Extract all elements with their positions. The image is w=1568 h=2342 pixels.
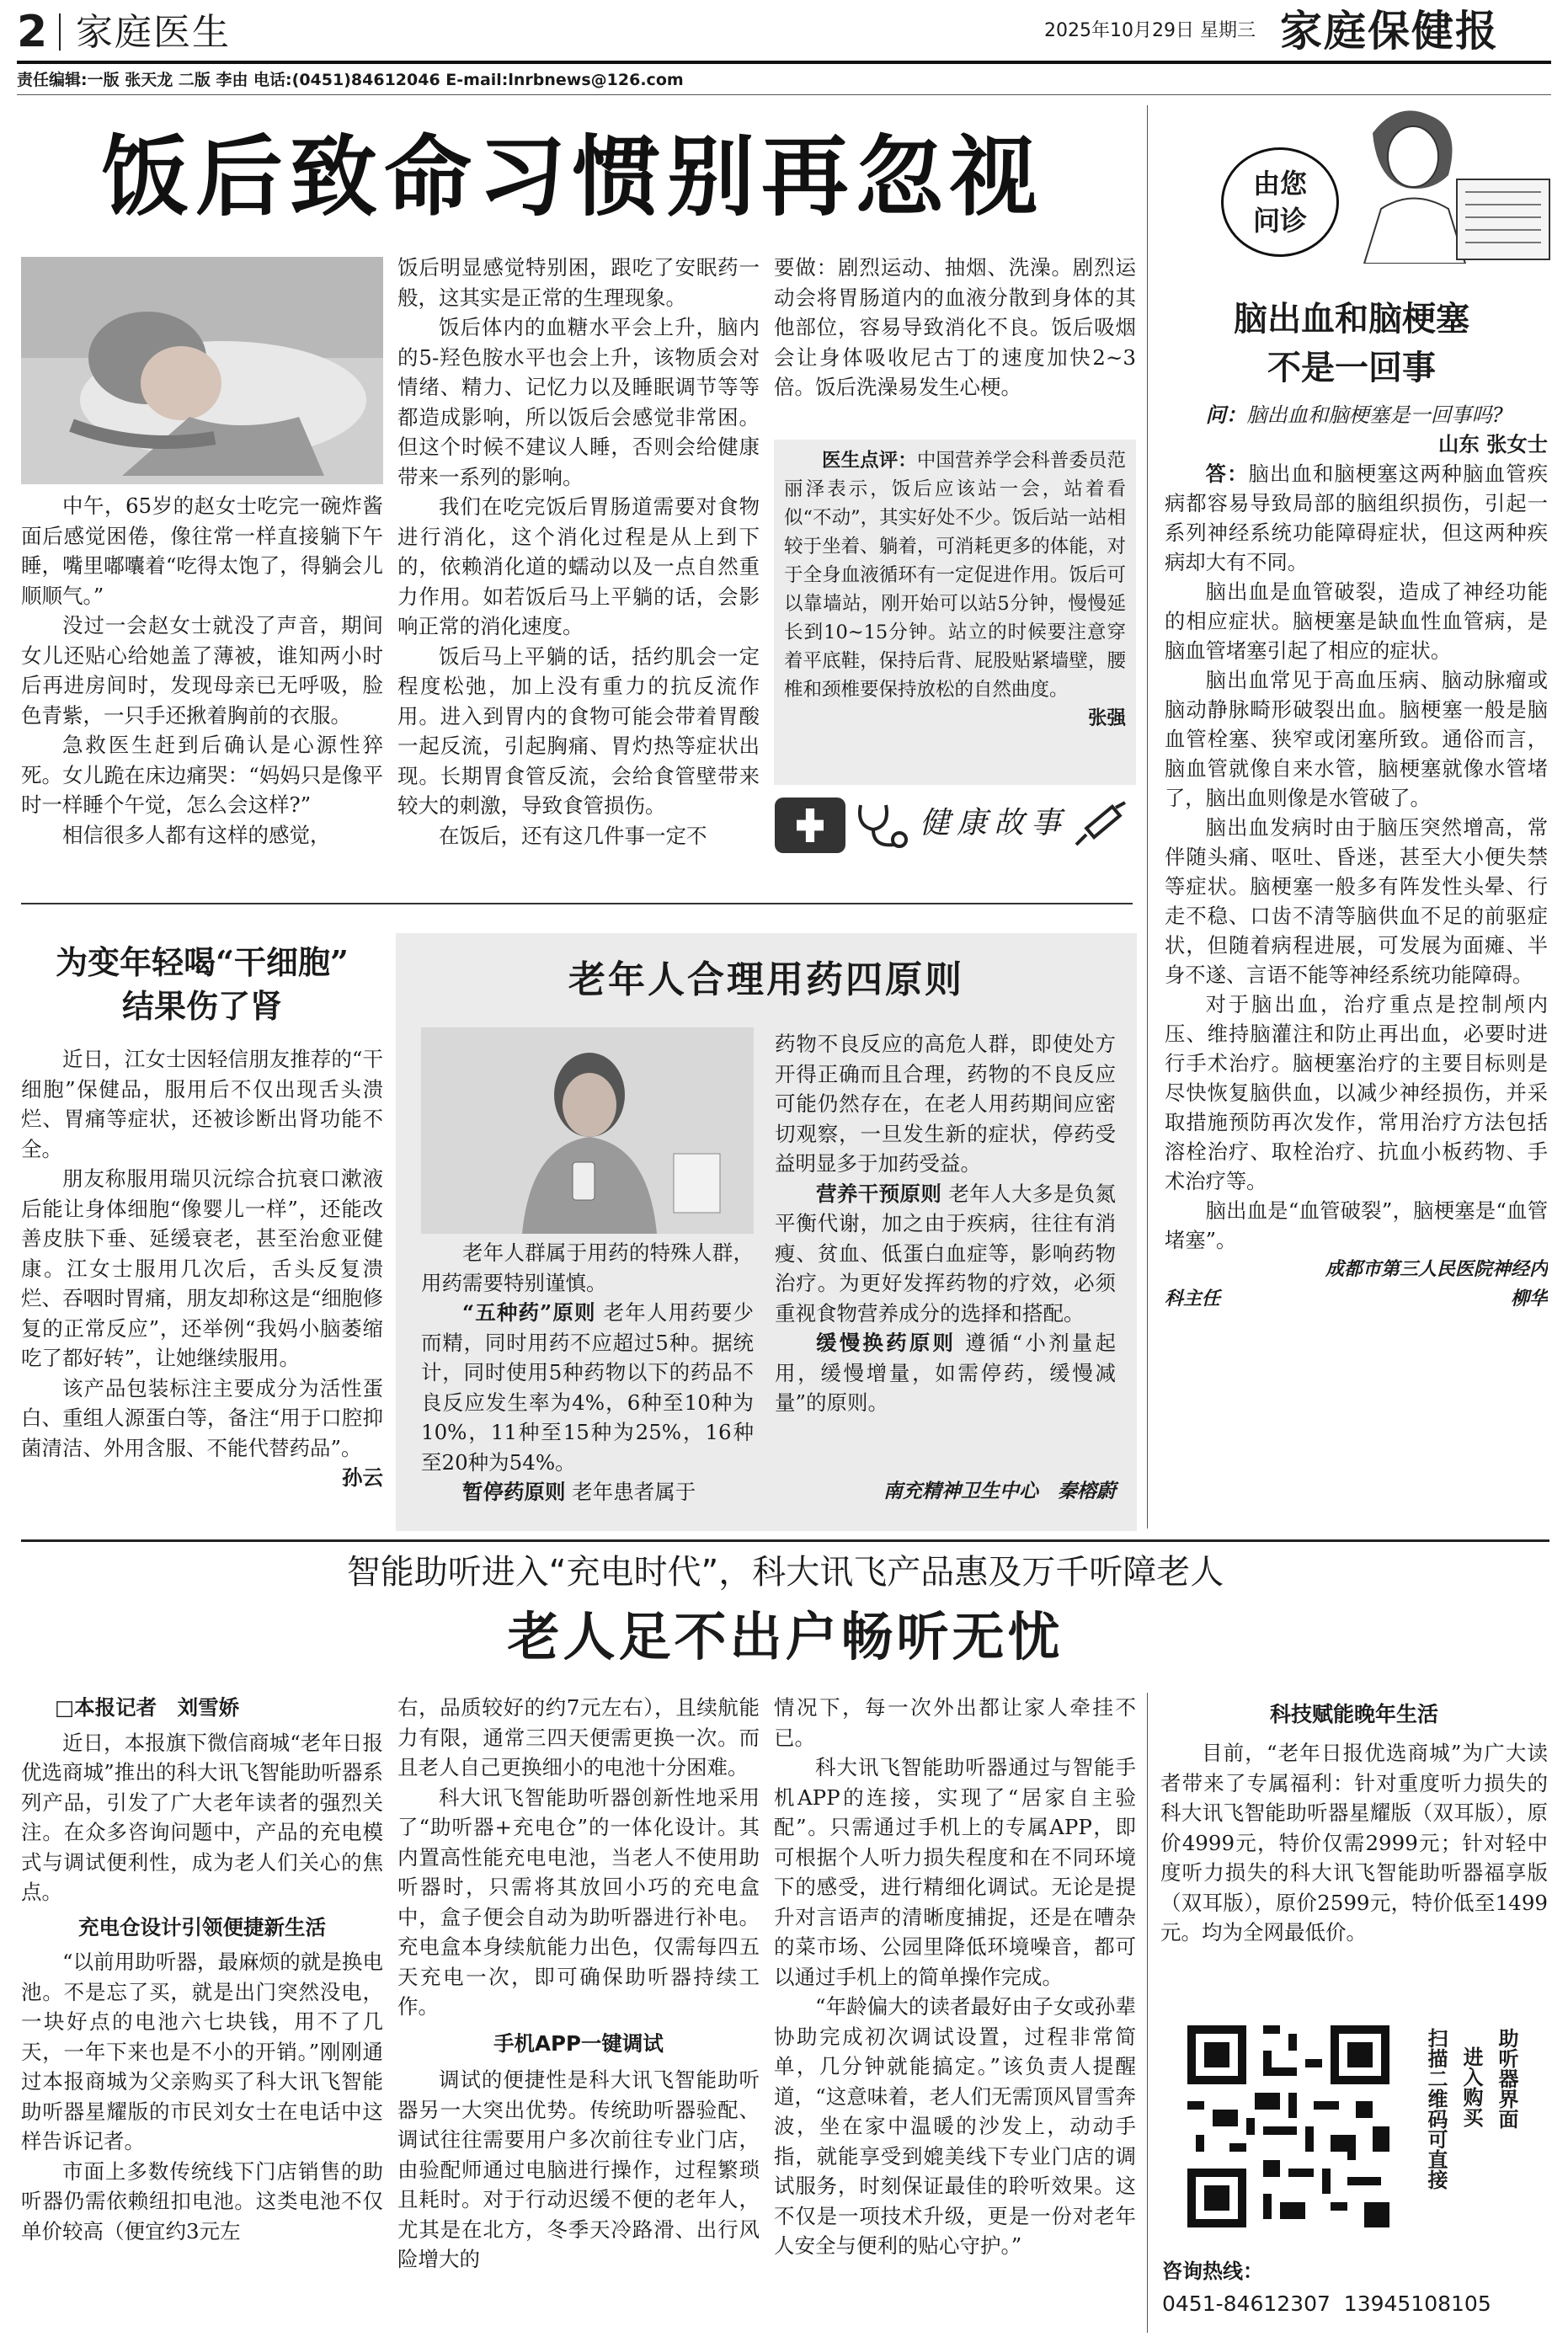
ad-c2-bottom: 调试的便捷性是科大讯飞智能助听器另一大突出优势。传统助听器验配、调试往往需要用户多次前往专业门店，由验配师通过电脑进行操作，过程繁琐且耗时。对于行动迟缓不便的老年人，尤其是在北方，冬季天冷路滑、出行风险增大的 (397, 2067, 760, 2271)
lead-col2-p1: 饭后明显感觉特别困，跟吃了安眠药一般，这其实是正常的生理现象。 (397, 255, 760, 310)
lead-col1 (21, 491, 383, 878)
comment-author: 张强 (1087, 707, 1126, 729)
lead-col2 (397, 253, 760, 880)
ask-answer-4: 脑出血发病时由于脑压突然增高，常伴随头痛、呕吐、昏迷，甚至大小便失禁等症状。脑梗塞一般多有阵发性头晕、行走不稳、口齿不清等脑供血不足的前驱症状，但随着病程进展，可发展为面瘫、半身不遂、言语不能等神经系统功能障碍。 (1165, 815, 1548, 987)
ad-c4-title: 科技赋能晚年生活 (1269, 1702, 1438, 1726)
medical-kit-icon (775, 798, 845, 853)
right-column-divider (1147, 105, 1148, 1528)
qr-note-1: 扫描二维码可直接 (1424, 2028, 1448, 2190)
drugs-left-p3: 暂停药原则 老年患者属于 (462, 1480, 696, 1504)
sig-name: 柳华 (1510, 1288, 1548, 1310)
kidney-p3: 该产品包装标注主要成分为活性蛋白、重组人源蛋白等，备注“用于口腔抑菌清洁、外用含服、不能代替药品”。 (21, 1375, 383, 1460)
ask-question (1165, 400, 1548, 429)
kidney-author: 孙云 (342, 1465, 383, 1490)
drugs-right-p1: 药物不良反应的高危人群，即使处方开得正确而且合理，药物的不良反应可能仍然存在，在老人用药期间应密切观察，一旦发生新的症状，停药受益明显多于加药受益。 (775, 1032, 1116, 1176)
comment-label: 医生点评： (822, 450, 917, 472)
doctor-sketch-illustration (1314, 99, 1554, 264)
ad-col2 (397, 1693, 760, 2337)
qr-note-3: 助听器界面 (1495, 2028, 1519, 2129)
ad-c1-p1: “以前用助听器，最麻烦的就是换电池。不是忘了买，就是出门突然没电，一块好点的电池六七块钱，用不了几天，一年下来也是不小的开销。”刚刚通过本报商城为父亲购买了科大讯飞智能助听器星耀版的市民刘女士在电话中这样告诉记者。 (21, 1950, 383, 2153)
ask-answer-5: 对于脑出血，治疗重点是控制颅内压、维持脑灌注和防止再出血，必要时进行手术治疗。脑梗塞治疗的主要目标则是尽快恢复脑供血，以减少神经损伤，并采取措施预防再次发作，常用治疗方法包括溶栓治疗、取栓治疗、抗血小板药物、手术治疗等。 (1165, 992, 1548, 1193)
drugs-right-col (775, 1029, 1116, 1501)
ask-answer-2: 脑出血是血管破裂，造成了神经功能的相应症状。脑梗塞是缺血性血管病，是脑血管堵塞引起了相应的症状。 (1165, 579, 1548, 663)
ad-c4-body (1160, 1738, 1548, 2008)
drugs-left-p1: 老年人群属于用药的特殊人群，用药需要特别谨慎。 (421, 1240, 754, 1295)
lead-col1-p2: 没过一会赵女士就没了声音，期间女儿还贴心给她盖了薄被，谁知两小时后再进房间时，发现母亲已无呼吸，脸色青紫，一只手还揪着胸前的衣服。 (21, 613, 383, 728)
q-from: 山东 张女士 (1438, 432, 1548, 456)
banner-title: 健康故事 (920, 806, 1069, 840)
drugs-author: 南充精神卫生中心 秦榕蔚 (883, 1480, 1116, 1502)
doctor-comment-box (774, 440, 1136, 785)
masthead (0, 0, 1568, 67)
lead-col1-p4: 相信很多人都有这样的感觉， (62, 822, 331, 847)
ask-title-line2: 不是一回事 (1267, 348, 1436, 387)
ad-c3-p3: “年龄偏大的读者最好由子女或孙辈协助完成初次调试设置，过程非常简单，几分钟就能搞定。”该负责人提醒道，“这意味着，老人们无需顶风冒雪奔波，坐在家中温暖的沙发上，动动手指，就能享受到媲美线下专业门店的调试服务，时刻保证最佳的聆听效果。这不仅是一项技术升级，更是一份对老年人安全与便利的贴心守护。” (774, 1994, 1136, 2258)
ad-c3-p1: 情况下，每一次外出都让家人牵挂不已。 (774, 1695, 1136, 1750)
lead-bottom-rule (21, 903, 1133, 904)
sig-line1: 成都市第三人民医院神经内 (1325, 1258, 1548, 1280)
purchase-qr-code[interactable] (1179, 2017, 1398, 2236)
ad-col-divider (1147, 1693, 1148, 2333)
drugs-right-p2: 营养干预原则 老年人大多是负氮平衡代谢，加之由于疾病，往往有消瘦、贫血、低蛋白血症等，影响药物治疗。为更好发挥药物的疗效，必须重视食物营养成分的选择和搭配。 (775, 1181, 1116, 1326)
section-name: 家庭医生 (76, 11, 231, 54)
paper-name: 家庭保健报 (1280, 6, 1499, 56)
stethoscope-icon (852, 801, 911, 851)
ask-answer-1: 答：脑出血和脑梗塞这两种脑血管疾病都容易导致局部的脑组织损伤，引起一系列神经系统功能障碍症状，但这两种疾病却大有不同。 (1165, 461, 1548, 574)
lead-col2-p2: 饭后体内的血糖水平会上升，脑内的5-羟色胺水平也会上升，该物质会对情绪、精力、记忆力以及睡眠调节等等都造成影响，所以饭后会感觉非常困。但这个时候不建议人睡，否则会给健康带来一系列的影响。 (397, 315, 760, 489)
ad-top-rule (21, 1539, 1549, 1542)
lead-col2-p4: 饭后马上平躺的话，括约肌会一定程度松弛，加上没有重力的抗反流作用。进入到胃内的食物可能会带着胃酸一起反流，引起胸痛、胃灼热等症状出现。长期胃食管反流，会给食管壁带来较大的刺激，导致食管损伤。 (397, 643, 760, 818)
ad-c2-body: 科大讯飞智能助听器创新性地采用了“助听器+充电仓”的一体化设计。其内置高性能充电电池，当老人不使用助听器时，只需将其放回小巧的充电盒中，盒子便会自动为助听器进行补电。充电盒本身续航能力出色，仅需每四五天充电一次，即可确保助听器持续工作。 (397, 1785, 760, 2019)
q-text: 脑出血和脑梗塞是一回事吗? (1246, 403, 1503, 427)
page-number: 2 (17, 7, 48, 57)
kidney-p1: 近日，江女士因轻信朋友推荐的“干细胞”保健品，服用后不仅出现舌头溃烂、胃痛等症状，还被诊断出肾功能不全。 (21, 1047, 383, 1161)
masthead-divider (59, 13, 61, 51)
kidney-title-line1: 为变年轻喝“干细胞” (56, 943, 349, 981)
health-story-banner (775, 796, 1135, 855)
ask-badge: 由您 问诊 (1221, 147, 1339, 257)
sig-line2: 科主任 (1165, 1288, 1221, 1310)
drugs-title: 老年人合理用药四原则 (568, 958, 964, 1001)
ask-signature (1165, 1255, 1548, 1314)
hotline-number: 0451-84612307 13945108105 (1162, 2291, 1491, 2316)
ad-headline: 老人足不出户畅听无忧 (507, 1606, 1064, 1667)
ad-sub2: 手机APP一键调试 (493, 2030, 664, 2056)
issue-date: 2025年10月29日 星期三 (1044, 20, 1256, 41)
ask-title-line1: 脑出血和脑梗塞 (1234, 299, 1469, 339)
q-label: 问： (1205, 403, 1247, 427)
qr-note-2: 进入购买 (1459, 2046, 1484, 2127)
kidney-title-line2: 结果伤了肾 (121, 987, 282, 1025)
a-label: 答： (1205, 461, 1249, 486)
ad-subhead: 智能助听进入“充电时代”，科大讯飞产品惠及万千听障老人 (346, 1553, 1224, 1592)
drugs-left-p2: “五种药”原则 老年人用药要少而精，同时用药不应超过5种。据统计，同时使用5种药物以下的药品不良反应发生率为4%，6种至10种为10%，11种至15种为25%，16种至20种为54%。 (421, 1300, 754, 1475)
syringe-icon (1069, 801, 1130, 851)
drugs-left-col (421, 1238, 754, 1528)
elderly-woman-medicine-photo (421, 1027, 754, 1234)
lead-col2-p3: 我们在吃完饭后胃肠道需要对食物进行消化，这个消化过程是从上到下的，依赖消化道的蠕动以及一点自然重力作用。如若饭后马上平躺的话，会影响正常的消化速度。 (397, 494, 760, 638)
ad-c3-p2: 科大讯飞智能助听器通过与智能手机APP的连接，实现了“居家自主验配”。只需通过手机上的专属APP，即可根据个人听力损失程度和在不同环境下的感受，进行精细化调试。无论是提升对言语声的清晰度捕捉，还是在嘈杂的菜市场、公园里降低环境噪音，都可以通过手机上的简单操作完成。 (774, 1755, 1136, 1989)
lead-col3-p1: 要做：剧烈运动、抽烟、洗澡。剧烈运动会将胃肠道内的血液分散到身体的其他部位，容易导致消化不良。饭后吸烟会让身体吸收尼古丁的速度加快2~3倍。饭后洗澡易发生心梗。 (774, 255, 1136, 399)
sleeping-woman-photo (21, 257, 383, 484)
ask-body (1165, 400, 1548, 1520)
ask-answer-6: 脑出血是“血管破裂”，脑梗塞是“血管堵塞”。 (1165, 1198, 1548, 1252)
ad-intro: 近日，本报旗下微信商城“老年日报优选商城”推出的科大讯飞智能助听器系列产品，引发了广大老年读者的强烈关注。在众多咨询问题中，产品的充电模式与调试便利性，成为老人们关心的焦点。 (21, 1730, 383, 1904)
editor-credits: 责任编辑:一版 张天龙 二版 李由 电话:(0451)84612046 E-mail:lnrbnews@126.com (17, 71, 684, 89)
lead-col2-p5: 在饭后，还有这几件事一定不 (439, 823, 707, 848)
masthead-rule (17, 61, 1551, 64)
hotline-label: 咨询热线： (1162, 2259, 1263, 2283)
kidney-p2: 朋友称服用瑞贝沅综合抗衰口漱液后能让身体细胞“像婴儿一样”，还能改善皮肤下垂、延缓衰老，甚至治愈亚健康。江女士服用几次后，舌头反复溃烂、吞咽时胃痛，朋友却称这是“细胞修复的正常反应”，还举例“我妈小脑萎缩吃了都好转”，让她继续服用。 (21, 1166, 383, 1370)
lead-col1-p1: 中午，65岁的赵女士吃完一碗炸酱面后感觉困倦，像往常一样直接躺下午睡，嘴里嘟囔着“吃得太饱了，得躺会儿顺顺气。” (21, 493, 383, 608)
kidney-body (21, 1044, 383, 1533)
ask-answer-3: 脑出血常见于高血压病、脑动脉瘤或脑动静脉畸形破裂出血。脑梗塞一般是脑血管栓塞、狭窄或闭塞所致。通俗而言，脑血管就像自来水管，脑梗塞就像水管堵了，脑出血则像是水管破了。 (1165, 668, 1548, 810)
ad-col3 (774, 1693, 1136, 2337)
lead-col1-p3: 急救医生赶到后确认是心源性猝死。女儿跪在床边痛哭：“妈妈只是像平时一样睡个午觉，怎么会这样?” (21, 733, 383, 817)
lead-headline: 饭后致命习惯别再忽视 (101, 125, 1045, 228)
ad-byline: □本报记者 刘雪娇 (55, 1695, 240, 1720)
ad-c1-p2: 市面上多数传统线下门店销售的助听器仍需依赖纽扣电池。这类电池不仅单价较高（便宜约3元左 (21, 2158, 383, 2243)
ad-c4-text: 目前，“老年日报优选商城”为广大读者带来了专属福利：针对重度听力损失的科大讯飞智能助听器星耀版（双耳版），原价4999元，特价仅需2999元；针对轻中度听力损失的科大讯飞智能助听器福享版（双耳版），原价2599元，特价低至1499元。均为全网最低价。 (1160, 1741, 1548, 1945)
drugs-right-p3: 缓慢换药原则 遵循“小剂量起用，缓慢增量，如需停药，缓慢减量”的原则。 (775, 1331, 1116, 1415)
ad-col1 (21, 1693, 383, 2337)
comment-text: 中国营养学会科普委员范丽泽表示，饭后应该站一会，站着看似“不动”，其实好处不少。饭后站一站相较于坐着、躺着，可消耗更多的体能，对于全身血液循环有一定促进作用。饭后可以靠墙站，刚开始可以站5分钟，慢慢延长到10~15分钟。站立的时候要注意穿着平底鞋，保持后背、屁股贴紧墙壁，腰椎和颈椎要保持放松的自然曲度。 (784, 450, 1126, 701)
lead-col3 (774, 253, 1136, 434)
ad-c2-top: 右，品质较好的约7元左右），且续航能力有限，通常三四天便需更换一次。而且老人自己更换细小的电池十分困难。 (397, 1695, 760, 1779)
credits-rule (17, 94, 1551, 95)
ad-sub1: 充电仓设计引领便捷新生活 (78, 1914, 326, 1939)
